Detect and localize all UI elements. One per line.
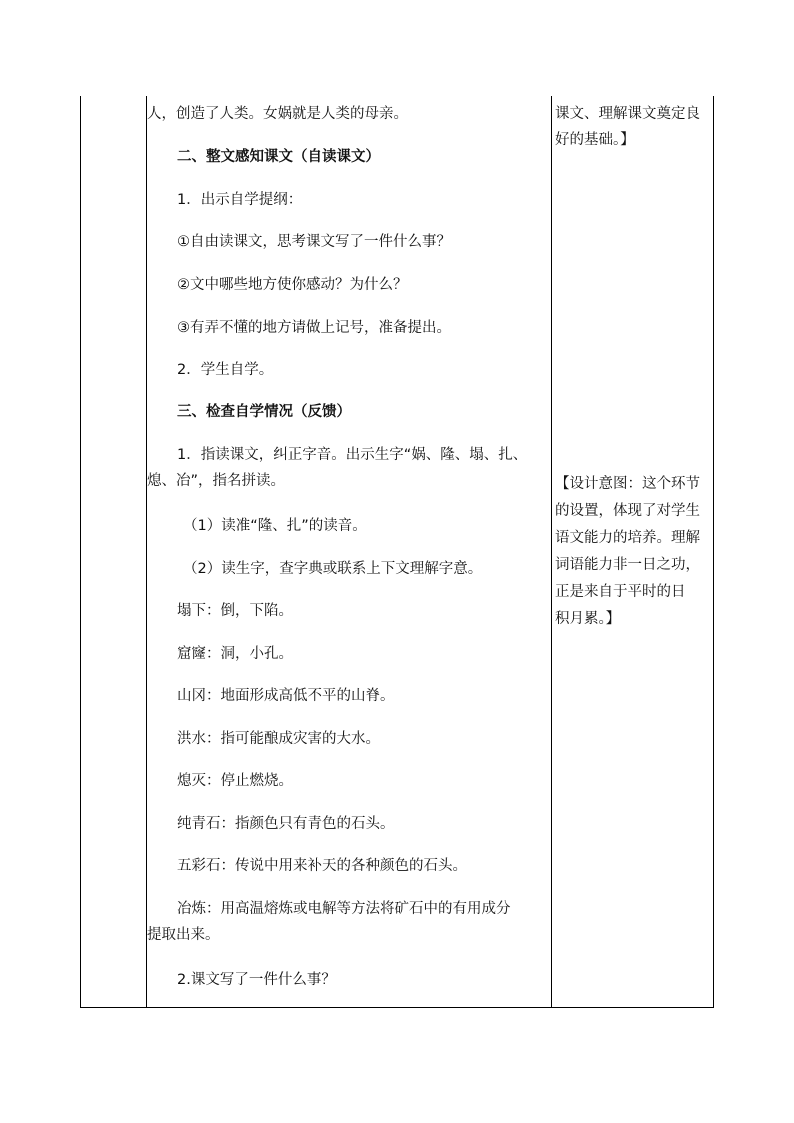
note-line: 语文能力的培养。理解 <box>555 530 700 546</box>
text-line: ③有弄不懂的地方请做上记号，准备提出。 <box>177 320 451 336</box>
note-line: 的设置，体现了对学生 <box>555 503 700 519</box>
note-line: 正是来自于平时的日 <box>555 584 686 600</box>
glossary-item: 纯青石：指颜色只有青色的石头。 <box>177 816 395 832</box>
table-right-border <box>713 96 714 1008</box>
glossary-item: 塌下：倒，下陷。 <box>177 603 293 619</box>
glossary-item: 熄灭：停止燃烧。 <box>177 773 293 789</box>
section-heading: 三、检查自学情况（反馈） <box>177 404 351 420</box>
text-line: ①自由读课文，思考课文写了一件什么事？ <box>177 234 451 250</box>
note-line: 积月累。】 <box>555 611 621 627</box>
table-col-divider-2 <box>551 96 552 1008</box>
section-heading: 二、整文感知课文（自读课文） <box>177 149 380 165</box>
glossary-item: 洪水：指可能酿成灾害的大水。 <box>177 731 380 747</box>
text-line: ②文中哪些地方使你感动？为什么？ <box>177 277 408 293</box>
glossary-item: 冶炼：用高温熔炼或电解等方法将矿石中的有用成分 <box>177 901 511 917</box>
table-left-border <box>80 96 81 1008</box>
glossary-item: 山冈：地面形成高低不平的山脊。 <box>177 688 395 704</box>
note-line: 课文、理解课文奠定良 <box>555 106 700 122</box>
text-line: 1．指读课文，纠正字音。出示生字“娲、隆、塌、扎、 <box>177 447 528 463</box>
text-line: 1．出示自学提纲： <box>177 192 303 208</box>
note-line: 好的基础。】 <box>555 132 635 148</box>
text-line: 2.课文写了一件什么事？ <box>177 972 336 988</box>
text-line: 人，创造了人类。女娲就是人类的母亲。 <box>147 106 408 122</box>
text-line: 熄、冶”，指名拼读。 <box>147 473 286 489</box>
glossary-item: 窟窿：洞，小孔。 <box>177 646 293 662</box>
note-line: 【设计意图：这个环节 <box>555 476 700 492</box>
glossary-item: 提取出来。 <box>147 927 220 943</box>
text-line: （2）读生字，查字典或联系上下文理解字意。 <box>183 561 483 577</box>
glossary-item: 五彩石：传说中用来补天的各种颜色的石头。 <box>177 858 467 874</box>
text-line: （1）读准“隆、扎”的读音。 <box>183 518 367 534</box>
table-bottom-border <box>80 1007 714 1008</box>
note-line: 词语能力非一日之功， <box>555 557 700 573</box>
table-col-divider-1 <box>146 96 147 1008</box>
text-line: 2．学生自学。 <box>177 362 274 378</box>
